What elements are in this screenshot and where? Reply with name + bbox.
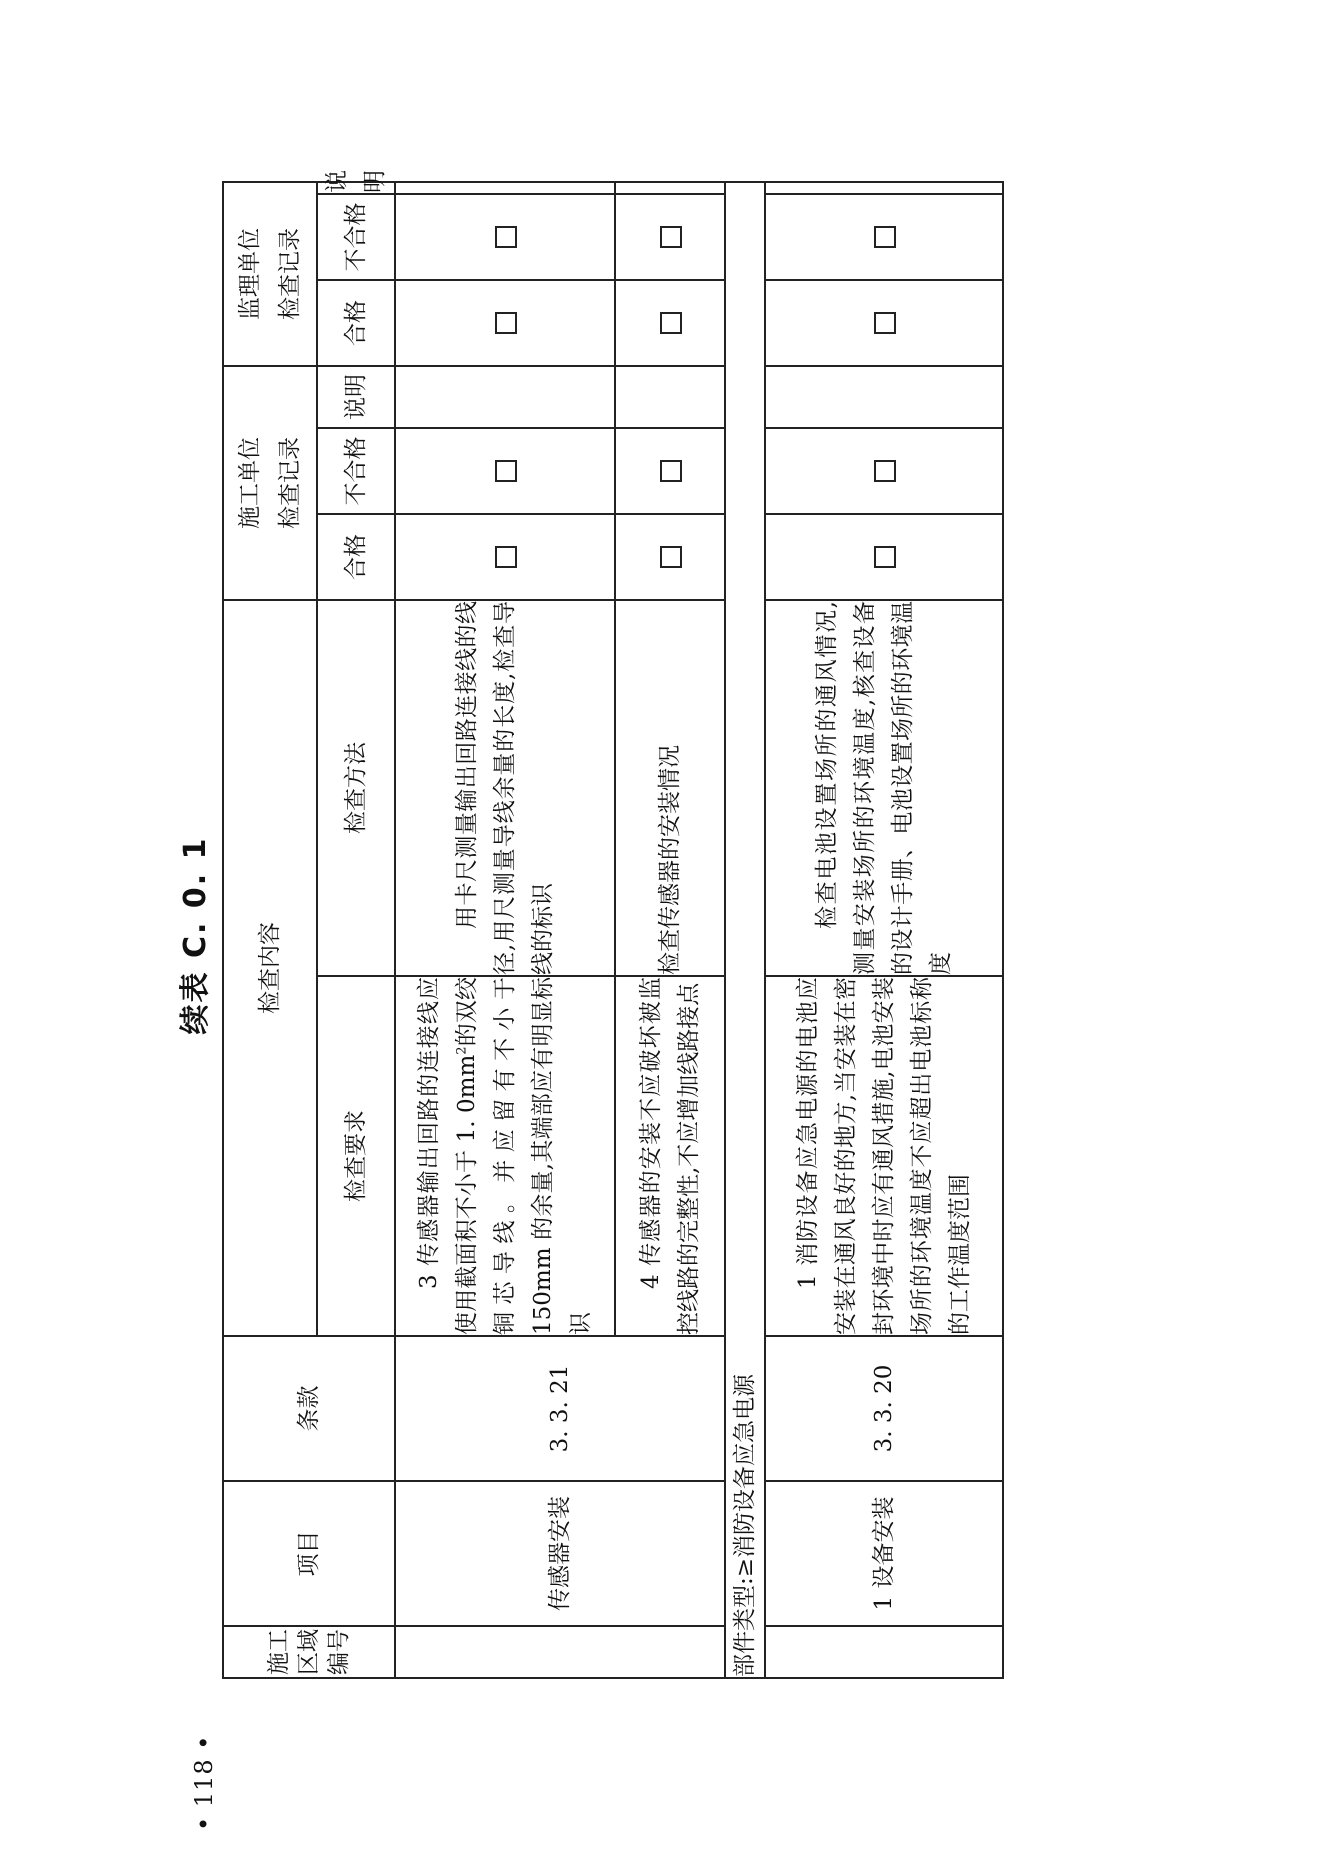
method-cell: 检查传感器的安装情况	[615, 600, 725, 976]
supervisor-note-cell[interactable]	[765, 182, 1003, 194]
supervisor-pass-checkbox[interactable]	[660, 312, 682, 334]
contractor-fail-checkbox[interactable]	[660, 460, 682, 482]
contractor-note-cell[interactable]	[615, 366, 725, 428]
contractor-note-cell[interactable]	[765, 366, 1003, 428]
contractor-pass-checkbox[interactable]	[495, 546, 517, 568]
contractor-note-cell[interactable]	[395, 366, 615, 428]
method-cell: 用卡尺测量输出回路连接线的线径,用尺测量导线余量的长度,检查导线的标识	[395, 600, 615, 976]
item-cell: 传感器安装	[395, 1481, 725, 1626]
contractor-record-header: 施工单位 检查记录	[223, 366, 317, 600]
contractor-pass-header: 合格	[317, 514, 395, 600]
clause-cell: 3. 3. 20	[765, 1336, 1003, 1481]
requirement-header: 检查要求	[317, 976, 395, 1336]
section-row	[725, 182, 765, 1678]
requirement-cell: 3 传感器输出回路的连接线应使用截面积不小于 1. $0mm^2$的双绞铜芯导线。并应留有不小于150mm 的余量,其端部应有明显标识	[395, 976, 615, 1336]
supervisor-fail-checkbox[interactable]	[874, 226, 896, 248]
requirement-cell: 1 消防设备应急电源的电池应安装在通风良好的地方,当安装在密封环境中时应有通风措施,电池安装场所的环境温度不应超出电池标称的工作温度范围	[765, 976, 1003, 1336]
contractor-pass-checkbox[interactable]	[874, 546, 896, 568]
supervisor-note-cell[interactable]	[615, 182, 725, 194]
contractor-note-header: 说明	[317, 366, 395, 428]
supervisor-record-header: 监理单位 检查记录	[223, 182, 317, 366]
item-cell: 1 设备安装	[765, 1481, 1003, 1626]
supervisor-fail-header: 不合格	[317, 194, 395, 280]
table-row	[395, 182, 615, 1678]
method-header: 检查方法	[317, 600, 395, 976]
zone-cell	[765, 1626, 1003, 1678]
clause-header: 条款	[223, 1336, 395, 1481]
supervisor-note-cell[interactable]	[395, 182, 615, 194]
supervisor-note-header: 说明	[317, 182, 395, 194]
page-number: • 118 •	[190, 1734, 218, 1831]
inspection-table	[222, 169, 1004, 1679]
item-header: 项目	[223, 1481, 395, 1626]
clause-cell: 3. 3. 21	[395, 1336, 725, 1481]
supervisor-pass-checkbox[interactable]	[874, 312, 896, 334]
contractor-pass-checkbox[interactable]	[660, 546, 682, 568]
table-row	[765, 182, 1003, 1678]
check-content-header: 检查内容	[223, 600, 317, 1336]
supervisor-pass-checkbox[interactable]	[495, 312, 517, 334]
supervisor-pass-header: 合格	[317, 280, 395, 366]
contractor-fail-checkbox[interactable]	[495, 460, 517, 482]
zone-cell	[395, 1626, 725, 1678]
method-cell: 检查电池设置场所的通风情况,测量安装场所的环境温度,核查设备的设计手册、电池设置场所的环境温度	[765, 600, 1003, 976]
contractor-fail-header: 不合格	[317, 428, 395, 514]
component-type-label: 部件类型:≥消防设备应急电源	[725, 182, 765, 1678]
zone-header: 施工 区域 编号	[223, 1626, 395, 1678]
page-title: 续表 C. 0. 1	[178, 836, 213, 1035]
supervisor-fail-checkbox[interactable]	[660, 226, 682, 248]
supervisor-fail-checkbox[interactable]	[495, 226, 517, 248]
requirement-cell: 4 传感器的安装不应破坏被监控线路的完整性,不应增加线路接点	[615, 976, 725, 1336]
contractor-fail-checkbox[interactable]	[874, 460, 896, 482]
